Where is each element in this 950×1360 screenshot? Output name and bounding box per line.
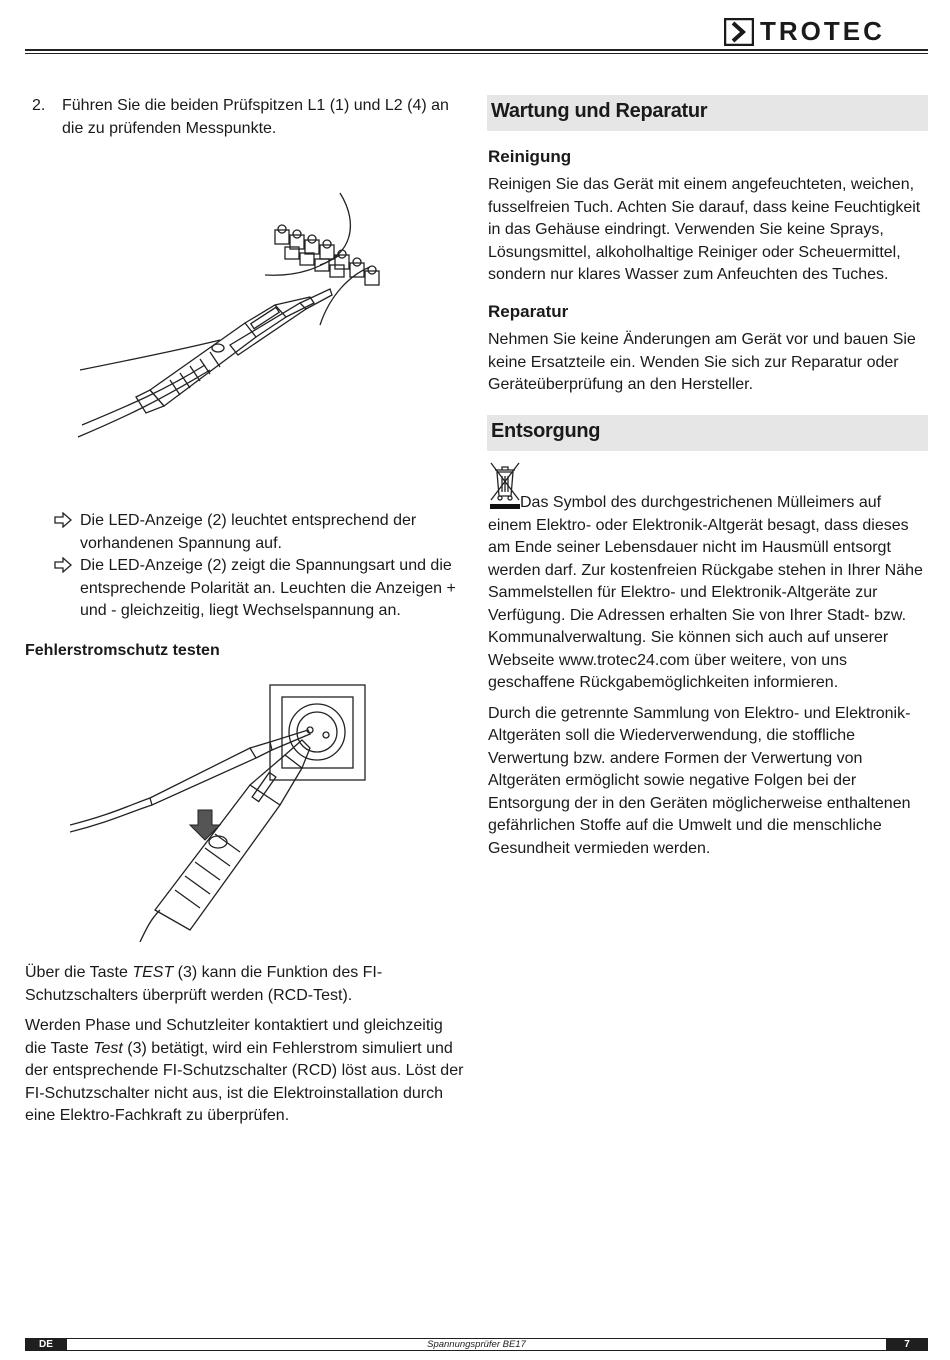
- repair-text: Nehmen Sie keine Änderungen am Gerät vor und bauen Sie keine Ersatzteile ein. Wenden Sie sich zur Reparatur oder Geräteüberprüfung an den Hersteller.: [488, 331, 916, 393]
- cleaning-text: Reinigen Sie das Gerät mit einem angefeuchteten, weichen, fusselfreien Tuch. Achten Sie darauf, dass keine Feuchtigkeit in das Gehäuse eindringt. Verwenden Sie keine Sprays, Lösungsmittel, alkoholhaltige Reiniger oder Scheuermittel, sondern nur klares Wasser zum Anfeuchten des Tuches.: [488, 176, 921, 283]
- disposal-text: [488, 492, 928, 868]
- disposal-paragraph-2: Durch die getrennte Sammlung von Elektro- und Elektronik-Altgeräten soll die Wiederverwendung, die stoffliche Verwertung bzw. andere Formen der Verwertung von Altgeräten ermöglicht sowie negative Folgen bei der Entsorgung der in den Geräten möglicherweise enthaltenen gefährlichen Stoffe auf die Umwelt und die menschliche Gesundheit vermieden werden.: [488, 704, 911, 857]
- result-text: Die LED-Anzeige (2) leuchtet entsprechend der vorhandenen Spannung auf.: [80, 512, 417, 552]
- repair-heading: Reparatur: [488, 302, 569, 321]
- result-arrow-icon: [54, 557, 72, 573]
- footer-page-number: 7: [904, 1339, 910, 1350]
- disposal-paragraph-1: Das Symbol des durchgestrichenen Mülleimers auf einem Elektro- oder Elektronik-Altgerät besagt, dass dieses am Ende seiner Lebensdauer nicht im Hausmüll entsorgt werden darf. Zur kostenfreien Rückgabe stehen in Ihrer Nähe Sammelstellen für Elektro- und Elektronik-Altgeräte zur Verfügung. Die Adressen erhalten Sie von Ihrer Stadt- bzw. Kommunalverwaltung. Sie können sich auch auf unserer Webseite www.trotec24.com über weitere, von uns geschaffene Rückgabemöglichkeiten informieren.: [488, 494, 923, 691]
- trotec-logo: [724, 18, 928, 46]
- footer-language: DE: [25, 1338, 67, 1351]
- result-text: Die LED-Anzeige (2) zeigt die Spannungsart und die entsprechende Polarität an. Leuchten die Anzeigen + und - gleichzeitig, liegt Wechselspannung an.: [80, 557, 456, 619]
- press-arrow-icon: [190, 810, 220, 840]
- tester-terminal-illustration: [70, 185, 400, 445]
- result-arrow-icon: [54, 512, 72, 528]
- step-number: 2.: [32, 97, 46, 114]
- footer-document-title: Spannungsprüfer BE17: [67, 1339, 886, 1350]
- brand-mark-icon: [724, 18, 754, 46]
- section-heading-maintenance: Wartung und Reparatur: [487, 95, 928, 131]
- page-footer: [25, 1338, 928, 1351]
- cleaning-heading: Reinigung: [488, 147, 572, 166]
- rcd-paragraph-2: Werden Phase und Schutzleiter kontaktiert und gleichzeitig die Taste Test (3) betätigt, wird ein Fehlerstrom simuliert und der entsprechende FI-Schutzschalter (RCD) löst aus. Löst der FI-Schutzschalter nicht aus, ist die Elektroinstallation durch eine Elektro-Fachkraft zu überprüfen.: [25, 1017, 464, 1124]
- rcd-paragraph-1: Über die Taste TEST (3) kann die Funktion des FI-Schutzschalters überprüft werden (RCD-Test).: [25, 964, 383, 1004]
- header-rule-thin: [25, 53, 928, 54]
- result-list: [54, 510, 474, 630]
- header-rule: [25, 49, 928, 51]
- rcd-description: [25, 962, 465, 1136]
- brand-name: TROTEC: [760, 16, 885, 46]
- step-text: Führen Sie die beiden Prüfspitzen L1 (1) und L2 (4) an die zu prüfenden Messpunkte.: [62, 97, 449, 137]
- section-heading-disposal: Entsorgung: [487, 415, 928, 451]
- rcd-heading: Fehlerstromschutz testen: [25, 642, 220, 659]
- tester-socket-illustration: [70, 680, 370, 945]
